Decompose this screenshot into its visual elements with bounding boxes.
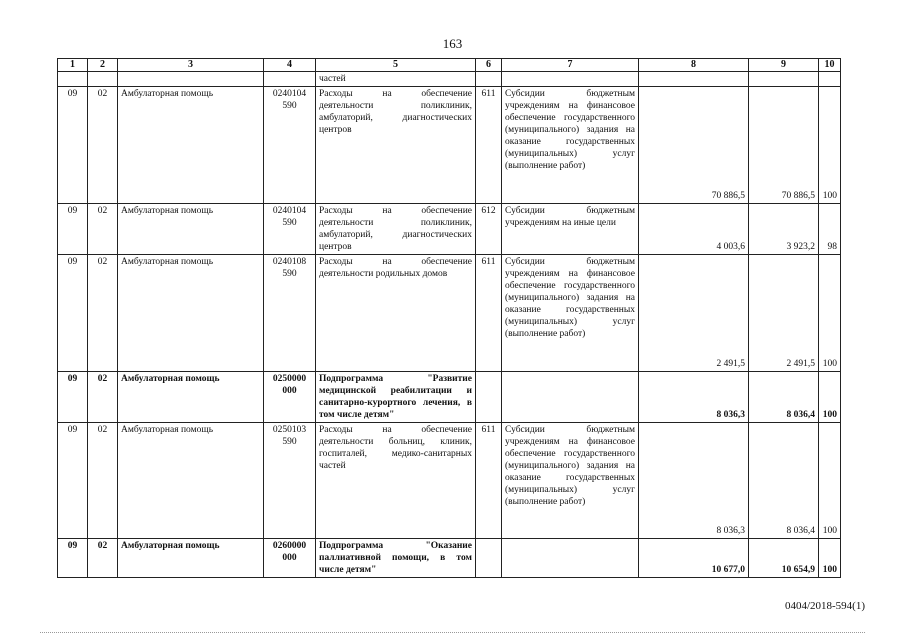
cell-target-code: 0240108 590 <box>264 255 316 372</box>
cell-planned: 8 036,3 <box>639 423 749 539</box>
table-row <box>58 423 841 539</box>
cell-description: Расходы на обеспечение деятельности больниц, клиник, госпиталей, медико-санитарных частей <box>316 423 476 539</box>
table-row <box>58 87 841 204</box>
page-number: 163 <box>442 36 463 51</box>
cell-name: Амбулаторная помощь <box>118 539 264 578</box>
cell-percent: 98 <box>819 204 841 255</box>
cell-percent: 100 <box>819 255 841 372</box>
cell-expense-description <box>502 539 639 578</box>
header-cell: 6 <box>476 59 502 72</box>
cell-expense-description: Субсидии бюджетным учреждениям на финансовое обеспечение государственного (муниципального) задания на оказание государственных (муниципальных) услуг (выполнение работ) <box>502 255 639 372</box>
cell-percent: 100 <box>819 423 841 539</box>
header-cell: 7 <box>502 59 639 72</box>
table-row-subprogram <box>58 372 841 423</box>
cell-subsection: 02 <box>88 539 118 578</box>
cell-subsection: 02 <box>88 423 118 539</box>
cell-description: Расходы на обеспечение деятельности родильных домов <box>316 255 476 372</box>
cell-description: Расходы на обеспечение деятельности поликлиник, амбулаторий, диагностических центров <box>316 87 476 204</box>
cell-expense-description: Субсидии бюджетным учреждениям на финансовое обеспечение государственного (муниципального) задания на оказание государственных (муниципальных) услуг (выполнение работ) <box>502 87 639 204</box>
cell-expense-type: 611 <box>476 87 502 204</box>
cell-executed: 2 491,5 <box>749 255 819 372</box>
cell-executed: 10 654,9 <box>749 539 819 578</box>
cell-description: Подпрограмма "Оказание паллиативной помощи, в том числе детям" <box>316 539 476 578</box>
cell-target-code: 0250000 000 <box>264 372 316 423</box>
cell-expense-description: Субсидии бюджетным учреждениям на финансовое обеспечение государственного (муниципального) задания на оказание государственных (муниципальных) услуг (выполнение работ) <box>502 423 639 539</box>
cell-name: Амбулаторная помощь <box>118 204 264 255</box>
cell-target-code: 0250103 590 <box>264 423 316 539</box>
cell-planned: 4 003,6 <box>639 204 749 255</box>
cell-planned: 8 036,3 <box>639 372 749 423</box>
cell-subsection: 02 <box>88 372 118 423</box>
cell-section: 09 <box>58 372 88 423</box>
cell-section: 09 <box>58 423 88 539</box>
cell-section: 09 <box>58 255 88 372</box>
page-edge-divider <box>40 632 865 633</box>
cell-subsection: 02 <box>88 87 118 204</box>
cell-description: частей <box>316 72 476 87</box>
cell-name: Амбулаторная помощь <box>118 423 264 539</box>
cell-name: Амбулаторная помощь <box>118 372 264 423</box>
header-cell: 4 <box>264 59 316 72</box>
cell-subsection: 02 <box>88 255 118 372</box>
cell-subsection: 02 <box>88 204 118 255</box>
header-cell: 1 <box>58 59 88 72</box>
budget-table <box>57 58 841 578</box>
cell-executed: 8 036,4 <box>749 372 819 423</box>
table-row <box>58 255 841 372</box>
cell-section: 09 <box>58 87 88 204</box>
cell-executed: 3 923,2 <box>749 204 819 255</box>
cell-expense-type: 611 <box>476 255 502 372</box>
cell-percent: 100 <box>819 372 841 423</box>
cell-expense-description <box>502 372 639 423</box>
header-cell: 5 <box>316 59 476 72</box>
cell-section: 09 <box>58 204 88 255</box>
cell-percent: 100 <box>819 539 841 578</box>
cell-executed: 8 036,4 <box>749 423 819 539</box>
cell-name: Амбулаторная помощь <box>118 255 264 372</box>
cell-section: 09 <box>58 539 88 578</box>
cell-target-code: 0240104 590 <box>264 204 316 255</box>
header-row <box>58 59 841 72</box>
document-code: 0404/2018-594(1) <box>784 600 865 612</box>
header-cell: 8 <box>639 59 749 72</box>
cell-expense-description: Субсидии бюджетным учреждениям на иные цели <box>502 204 639 255</box>
header-cell: 9 <box>749 59 819 72</box>
cell-percent: 100 <box>819 87 841 204</box>
cell-description: Расходы на обеспечение деятельности поликлиник, амбулаторий, диагностических центров <box>316 204 476 255</box>
cell-target-code: 0240104 590 <box>264 87 316 204</box>
header-cell: 10 <box>819 59 841 72</box>
cell-description: Подпрограмма "Развитие медицинской реабилитации и санитарно-курортного лечения, в том числе детям" <box>316 372 476 423</box>
table-row-subprogram <box>58 539 841 578</box>
table-row-continued <box>58 72 841 87</box>
cell-planned: 70 886,5 <box>639 87 749 204</box>
cell-planned: 10 677,0 <box>639 539 749 578</box>
cell-expense-type <box>476 539 502 578</box>
header-cell: 2 <box>88 59 118 72</box>
cell-name: Амбулаторная помощь <box>118 87 264 204</box>
cell-expense-type: 611 <box>476 423 502 539</box>
header-cell: 3 <box>118 59 264 72</box>
cell-expense-type <box>476 372 502 423</box>
cell-executed: 70 886,5 <box>749 87 819 204</box>
cell-planned: 2 491,5 <box>639 255 749 372</box>
table-row <box>58 204 841 255</box>
cell-target-code: 0260000 000 <box>264 539 316 578</box>
cell-expense-type: 612 <box>476 204 502 255</box>
